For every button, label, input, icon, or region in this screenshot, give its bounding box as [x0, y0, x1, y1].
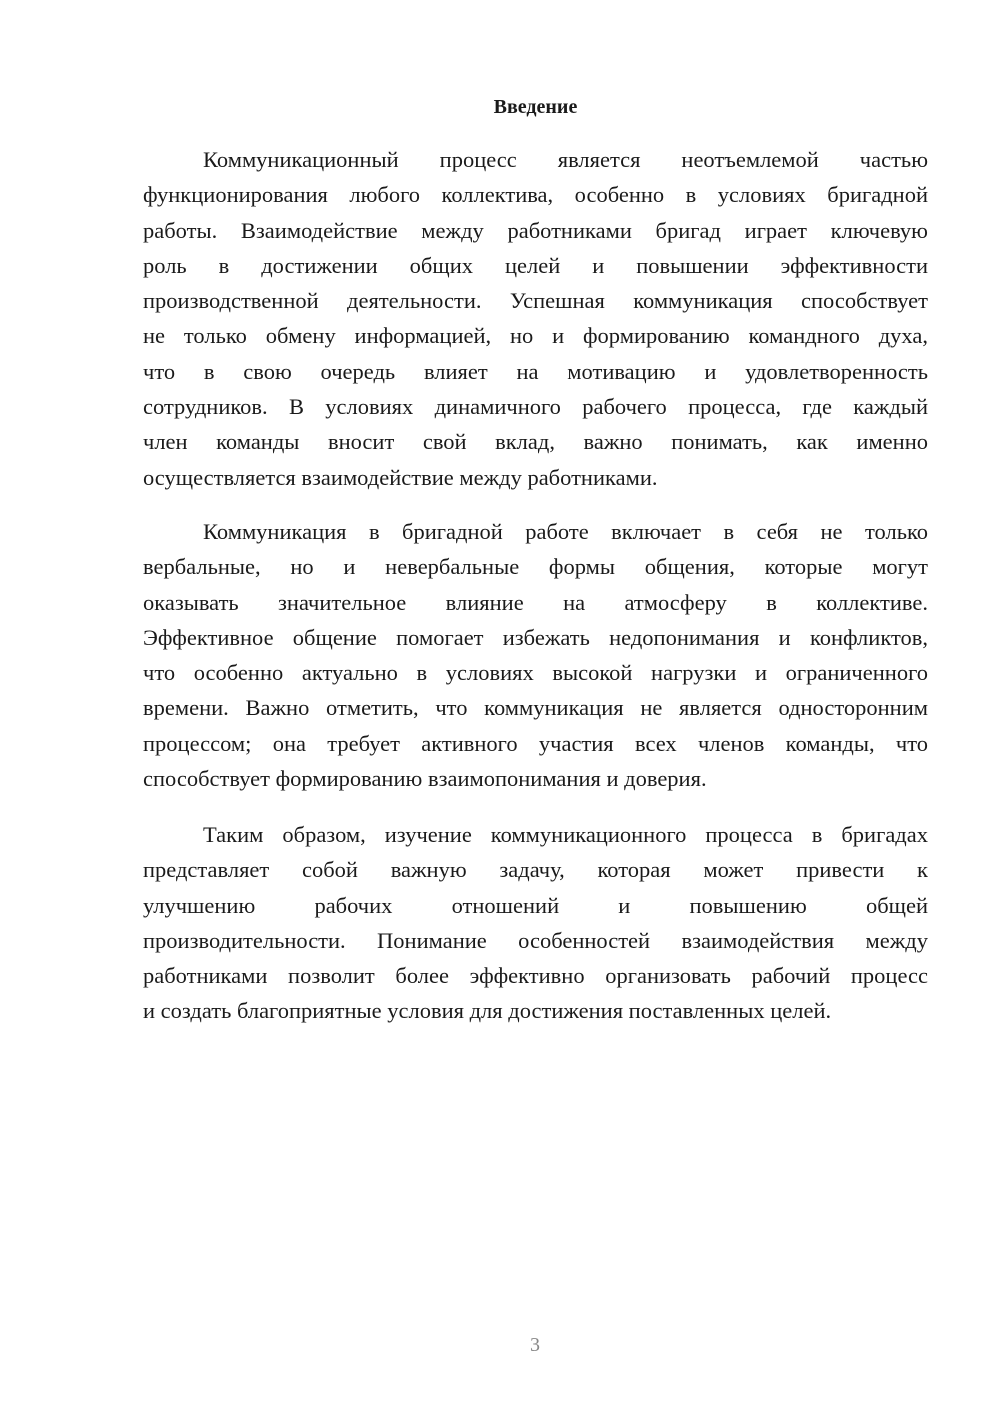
text-line: что особенно актуально в условиях высокой нагрузки и ограниченного	[143, 660, 928, 686]
text-line: времени. Важно отметить, что коммуникация не является односторонним	[143, 695, 928, 721]
text-line: процессом; она требует активного участия всех членов команды, что	[143, 730, 928, 756]
text-line: вербальные, но и невербальные формы общения, которые могут	[143, 554, 928, 580]
text-line: работы. Взаимодействие между работниками бригад играет ключевую	[143, 217, 928, 243]
text-line: не только обмену информацией, но и формированию командного духа,	[143, 323, 928, 349]
text-line: функционирования любого коллектива, особенно в условиях бригадной	[143, 182, 928, 208]
text-line: член команды вносит свой вклад, важно понимать, как именно	[143, 429, 928, 455]
text-line: Коммуникация в бригадной работе включает в себя не только	[203, 519, 928, 544]
text-line: Эффективное общение помогает избежать недопонимания и конфликтов,	[143, 624, 928, 650]
section-title: Введение	[493, 96, 578, 118]
text-line: работниками позволит более эффективно организовать рабочий процесс	[143, 963, 928, 989]
text-line: Коммуникационный процесс является неотъемлемой частью	[203, 147, 928, 172]
text-line: осуществляется взаимодействие между работниками.	[143, 464, 658, 490]
text-line: Таким образом, изучение коммуникационного процесса в бригадах	[203, 822, 928, 847]
text-line: и создать благоприятные условия для достижения поставленных целей.	[143, 998, 832, 1024]
text-line: производственной деятельности. Успешная коммуникация способствует	[143, 288, 928, 314]
paragraph-2	[143, 514, 928, 796]
text-line: улучшению рабочих отношений и повышению общей	[143, 892, 928, 918]
text-line: сотрудников. В условиях динамичного рабочего процесса, где каждый	[143, 394, 928, 420]
text-line: способствует формированию взаимопонимания и доверия.	[143, 766, 707, 792]
paragraph-1	[143, 142, 928, 495]
text-line: производительности. Понимание особенностей взаимодействия между	[143, 927, 928, 953]
page-number: 3	[530, 1334, 540, 1356]
text-line: роль в достижении общих целей и повышении эффективности	[143, 252, 928, 278]
paragraph-3	[143, 817, 928, 1029]
text-line: представляет собой важную задачу, которая может привести к	[143, 857, 928, 883]
text-line: что в свою очередь влияет на мотивацию и удовлетворенность	[143, 358, 928, 384]
text-line: оказывать значительное влияние на атмосферу в коллективе.	[143, 589, 928, 615]
